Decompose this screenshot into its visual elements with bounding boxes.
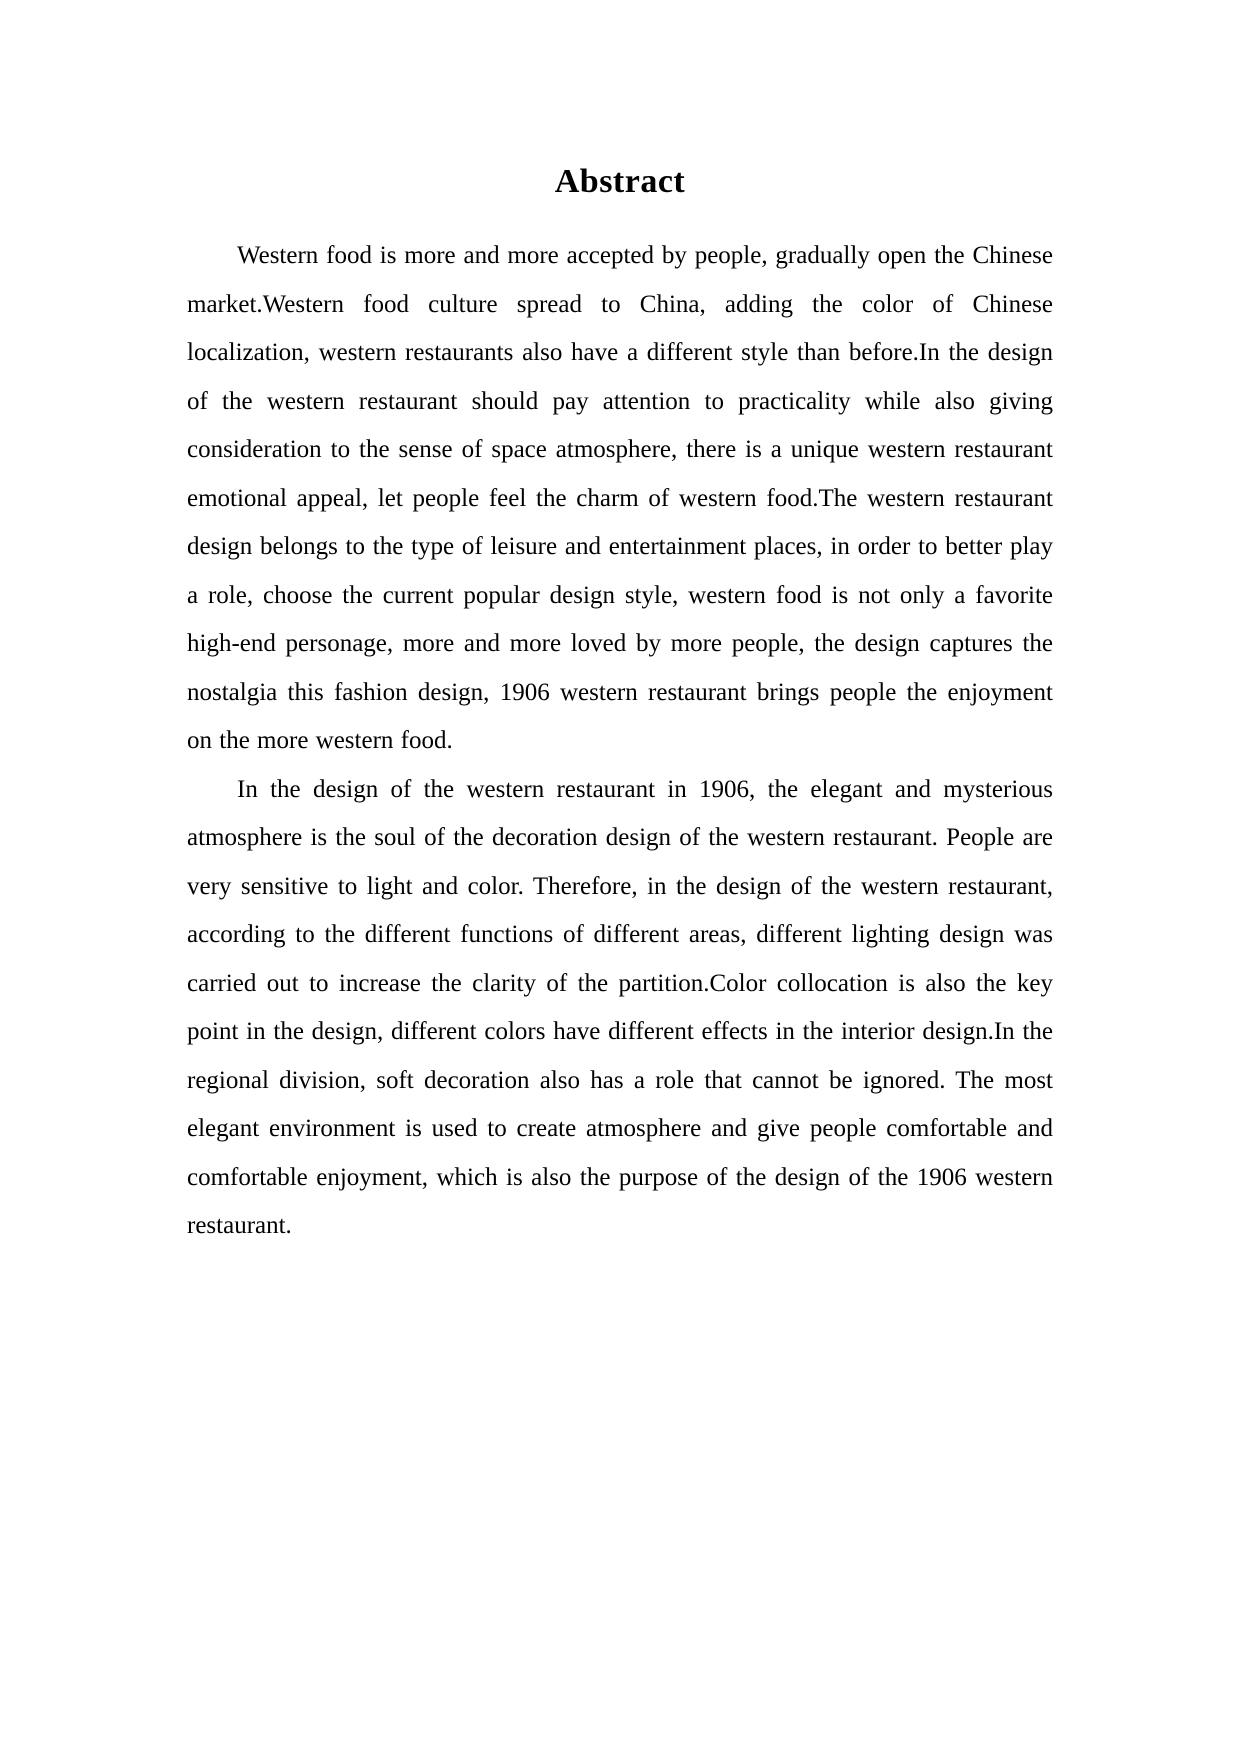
abstract-section bbox=[187, 158, 1053, 1251]
page-title: Abstract bbox=[554, 163, 686, 200]
abstract-body bbox=[187, 232, 1053, 1251]
abstract-paragraph-1: Western food is more and more accepted by people, gradually open the Chinese market.Western food culture spread to China, adding the color of Chinese localization, western restaurants also have a different style than before.In the design of the western restaurant should pay attention to practicality while also giving consideration to the sense of space atmosphere, there is a unique western restaurant emotional appeal, let people feel the charm of western food.The western restaurant design belongs to the type of leisure and entertainment places, in order to better play a role, choose the current popular design style, western food is not only a favorite high-end personage, more and more loved by more people, the design captures the nostalgia this fashion design, 1906 western restaurant brings people the enjoyment on the more western food. bbox=[187, 242, 1053, 754]
abstract-paragraph-2: In the design of the western restaurant in 1906, the elegant and mysterious atmosphere is the soul of the decoration design of the western restaurant. People are very sensitive to light and color. Therefore, in the design of the western restaurant, according to the different functions of different areas, different lighting design was carried out to increase the clarity of the partition.Color collocation is also the key point in the design, different colors have different effects in the interior design.In the regional division, soft decoration also has a role that cannot be ignored. The most elegant environment is used to create atmosphere and give people comfortable and comfortable enjoyment, which is also the purpose of the design of the 1906 western restaurant. bbox=[187, 775, 1053, 1239]
